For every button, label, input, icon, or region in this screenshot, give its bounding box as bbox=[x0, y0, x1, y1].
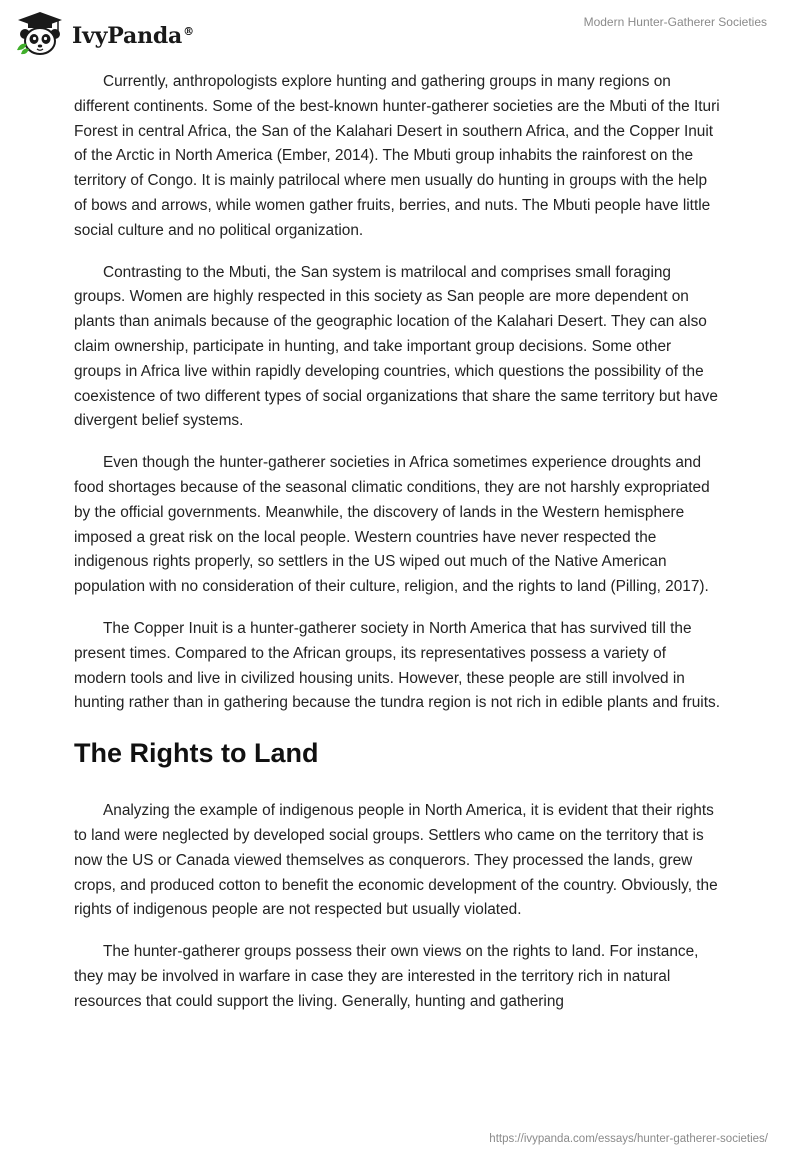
section-heading: The Rights to Land bbox=[74, 738, 319, 769]
paragraph: The hunter-gatherer groups possess their own views on the rights to land. For instance, they may be involved in warfare in case they are interested in the territory rich in natural resources that could support the living. Generally, hunting and gathering bbox=[74, 943, 699, 1010]
brand-name: IvyPanda® bbox=[72, 23, 194, 49]
paragraph: Contrasting to the Mbuti, the San system is matrilocal and comprises small foraging groups. Women are highly respected in this society as San people are more dependent on plants than animals because of the geographic location of the Kalahari Desert. They can also claim ownership, participate in hunting, and take important group decisions. Some other groups in Africa live within rapidly developing countries, which questions the possibility of the coexistence of two different types of social organizations that share the same territory but have divergent belief systems. bbox=[74, 263, 718, 430]
paragraph: Even though the hunter-gatherer societies in Africa sometimes experience droughts and food shortages because of the seasonal climatic conditions, they are not harshly expropriated by the official governments. Meanwhile, the discovery of lands in the Western hemisphere imposed a great risk on the local people. Western countries have never respected the indigenous rights properly, so settlers in the US wiped out much of the Native American population with no consideration of their culture, religion, and the rights to land (Pilling, 2017). bbox=[74, 454, 710, 596]
paragraph: The Copper Inuit is a hunter-gatherer society in North America that has survived till the present times. Compared to the African groups, its representatives possess a variety of modern tools and live in civilized housing units. However, these people are still involved in hunting rather than in gathering because the tundra region is not rich in edible plants and fruits. bbox=[74, 619, 720, 712]
paragraph: Analyzing the example of indigenous people in North America, it is evident that their rights to land were neglected by developed social groups. Settlers who came on the territory that is now the US or Canada viewed themselves as conquerors. They processed the lands, grew crops, and produced cotton to benefit the economic development of the country. Obviously, the rights of indigenous people are not respected but usually violated. bbox=[74, 802, 718, 919]
source-url[interactable]: https://ivypanda.com/essays/hunter-gatherer-societies/ bbox=[489, 1133, 768, 1145]
panda-graduate-icon bbox=[14, 10, 66, 56]
paragraph: Currently, anthropologists explore hunting and gathering groups in many regions on different continents. Some of the best-known hunter-gatherer societies are the Mbuti of the Ituri Forest in central Africa, the San of the Kalahari Desert in southern Africa, and the Copper Inuit of the Arctic in North America (Ember, 2014). The Mbuti group inhabits the rainforest on the territory of Congo. It is mainly patrilocal where men usually do hunting in groups with the help of bows and arrows, while women gather fruits, berries, and nuts. The Mbuti people have little social culture and no political organization. bbox=[74, 73, 720, 239]
page-header bbox=[0, 0, 800, 60]
essay-body bbox=[74, 70, 722, 1032]
ivypanda-logo[interactable] bbox=[14, 10, 194, 56]
document-title: Modern Hunter-Gatherer Societies bbox=[583, 15, 767, 29]
